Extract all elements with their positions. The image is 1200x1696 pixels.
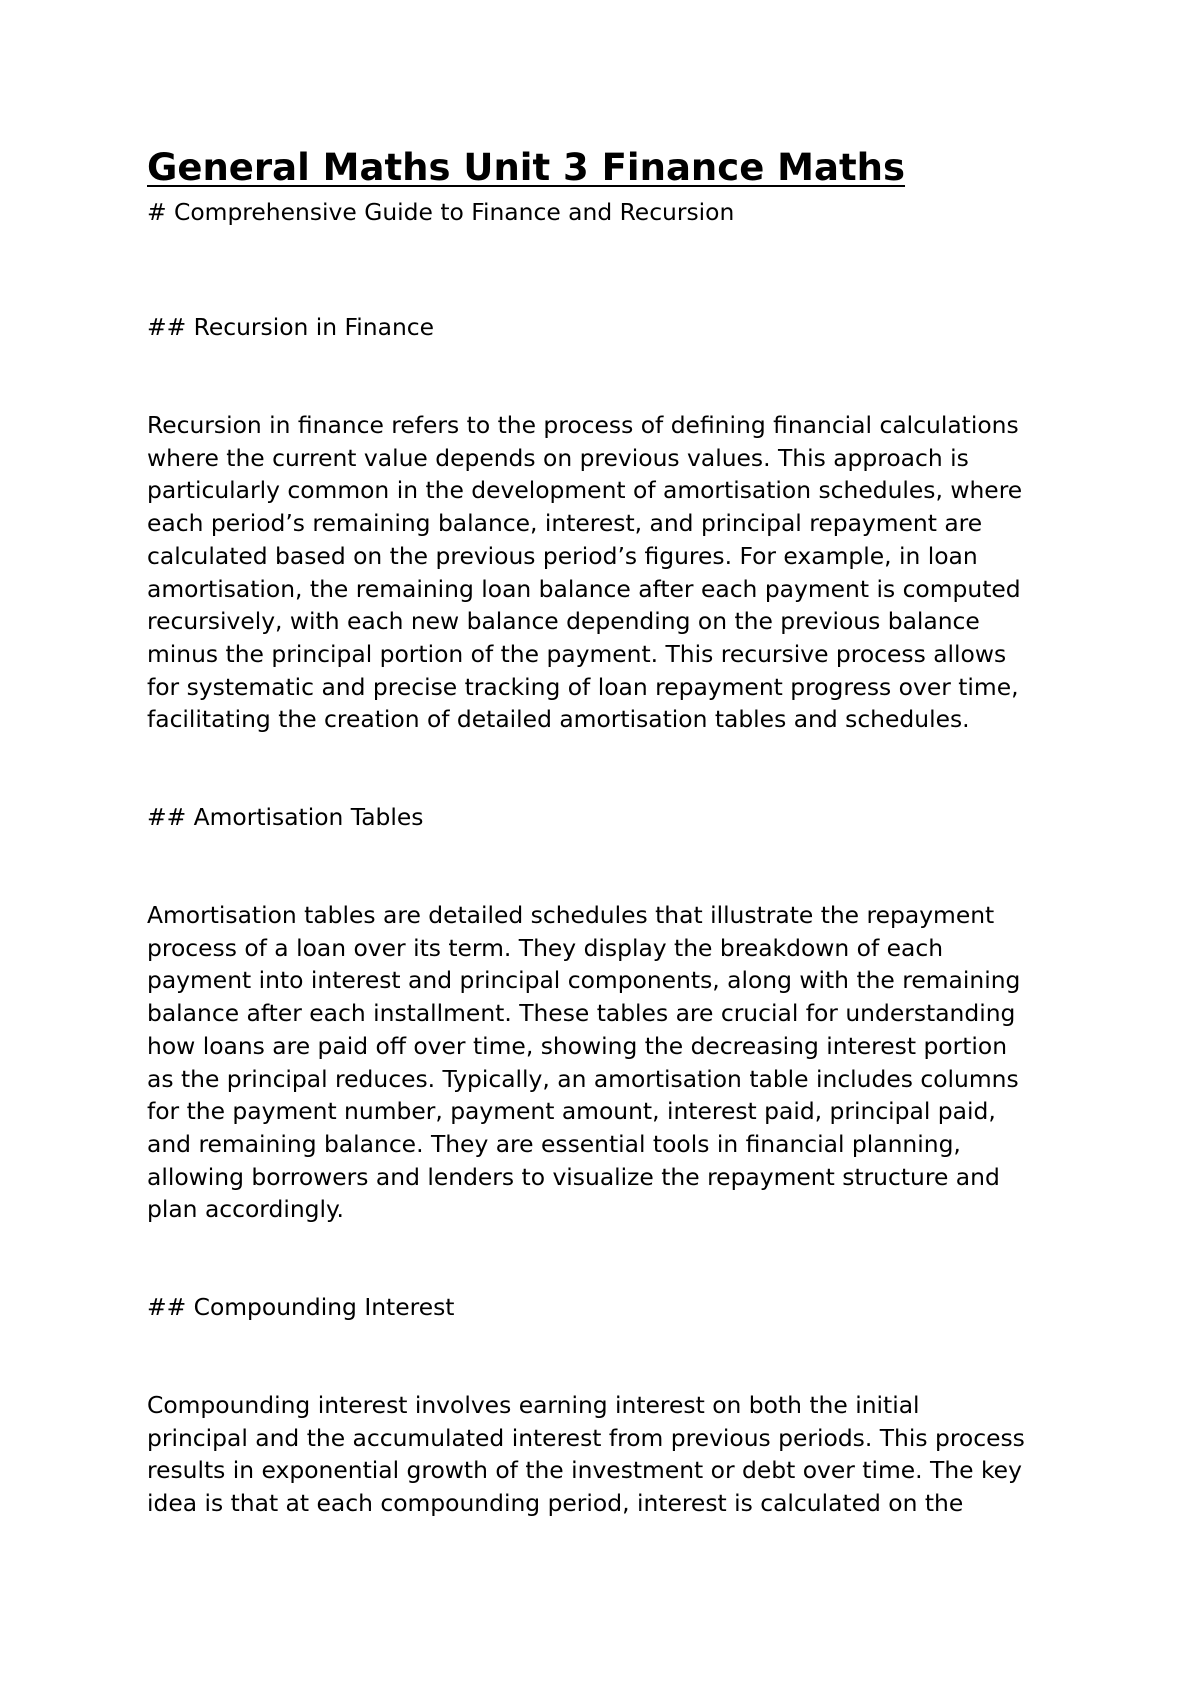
text-line: each period’s remaining balance, interest, and principal repayment are	[147, 509, 983, 538]
text-line: for the payment number, payment amount, interest paid, principal paid,	[147, 1097, 996, 1126]
section-heading-compounding: ## Compounding Interest	[147, 1293, 455, 1321]
section-body-amortisation	[147, 899, 1077, 1226]
text-line: plan accordingly.	[147, 1195, 344, 1224]
text-line: facilitating the creation of detailed amortisation tables and schedules.	[147, 705, 970, 734]
document-subtitle: # Comprehensive Guide to Finance and Recursion	[147, 198, 735, 226]
text-line: Amortisation tables are detailed schedules that illustrate the repayment	[147, 901, 995, 929]
text-line: and remaining balance. They are essential tools in financial planning,	[147, 1129, 961, 1158]
text-line: process of a loan over its term. They display the breakdown of each	[147, 933, 944, 962]
text-line: Recursion in finance refers to the process of defining financial calculations	[147, 411, 1019, 439]
text-line: minus the principal portion of the payment. This recursive process allows	[147, 639, 1007, 668]
text-line: Compounding interest involves earning interest on both the initial	[147, 1391, 920, 1419]
text-line: idea is that at each compounding period, interest is calculated on the	[147, 1489, 964, 1518]
text-line: how loans are paid off over time, showing the decreasing interest portion	[147, 1031, 1008, 1060]
section-heading-amortisation: ## Amortisation Tables	[147, 803, 424, 831]
text-line: payment into interest and principal components, along with the remaining	[147, 966, 1021, 995]
section-body-compounding	[147, 1389, 1077, 1520]
text-line: principal and the accumulated interest from previous periods. This process	[147, 1423, 1025, 1452]
text-line: allowing borrowers and lenders to visualize the repayment structure and	[147, 1162, 1000, 1191]
text-line: results in exponential growth of the investment or debt over time. The key	[147, 1456, 1022, 1485]
section-heading-recursion: ## Recursion in Finance	[147, 313, 435, 341]
text-line: balance after each installment. These tables are crucial for understanding	[147, 999, 1016, 1028]
text-line: recursively, with each new balance depending on the previous balance	[147, 607, 980, 636]
text-line: calculated based on the previous period’s figures. For example, in loan	[147, 541, 978, 570]
text-line: amortisation, the remaining loan balance after each payment is computed	[147, 574, 1021, 603]
section-body-recursion	[147, 409, 1077, 736]
text-line: for systematic and precise tracking of loan repayment progress over time,	[147, 672, 1019, 701]
text-line: as the principal reduces. Typically, an amortisation table includes columns	[147, 1064, 1019, 1093]
document-title: General Maths Unit 3 Finance Maths	[147, 146, 906, 189]
text-line: particularly common in the development of amortisation schedules, where	[147, 476, 1023, 505]
text-line: where the current value depends on previous values. This approach is	[147, 443, 969, 472]
